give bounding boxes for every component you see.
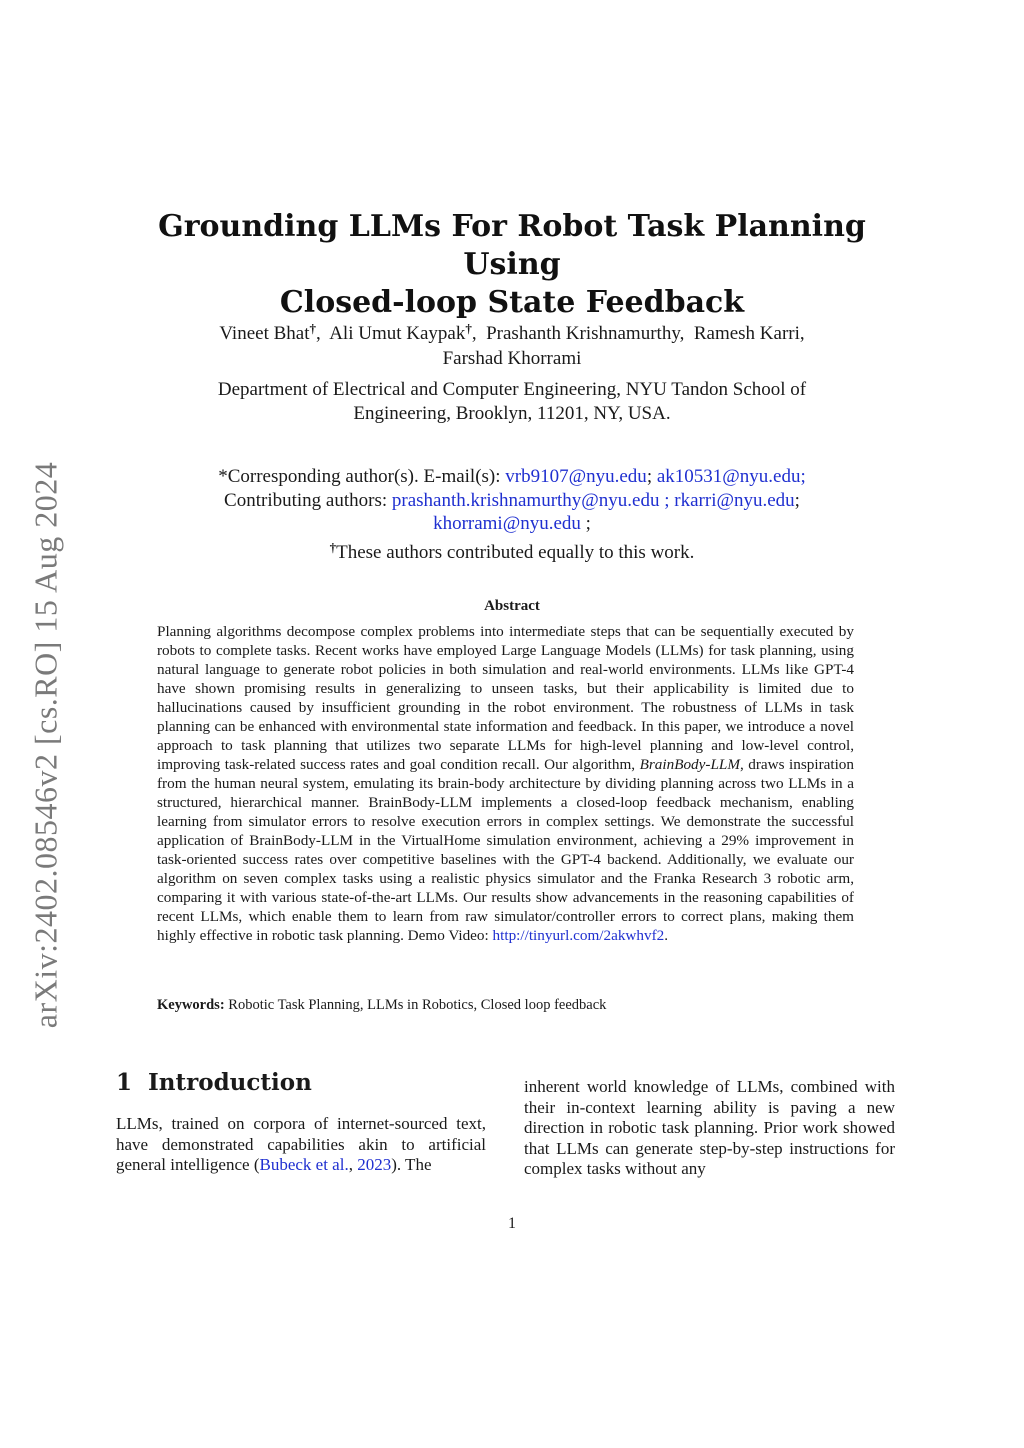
correspondence-block <box>140 465 884 564</box>
section-heading <box>116 1069 312 1096</box>
author-name: Ramesh Karri <box>693 323 800 344</box>
contributing-authors-line: Contributing authors: prashanth.krishnamurthy@nyu.edu ; rkarri@nyu.edu; <box>224 489 800 511</box>
abstract-text: Planning algorithms decompose complex problems into intermediate steps that can be sequentially executed by robots to complete tasks. Recent works have employed Large Language Models (LLMs) for task planning, using natural language to generate robot policies in both simulation and real-world environments. LLMs like GPT-4 have shown promising results in generalizing to unseen tasks, but their applicability is limited due to hallucinations caused by insufficient grounding in the robot environment. The robustness of LLMs in task planning can be enhanced with environmental state information and feedback. In this paper, we introduce a novel approach to task planning that utilizes two separate LLMs for high-level planning and low-level control, improving task-related success rates and goal condition recall. Our algorithm, BrainBody-LLM, draws inspiration from the human neural system, emulating its brain-body architecture by dividing planning across two LLMs in a structured, hierarchical manner. BrainBody-LLM implements a closed-loop feedback mechanism, enabling learning from simulator errors to resolve execution errors in complex settings. We demonstrate the successful application of BrainBody-LLM in the VirtualHome simulation environment, achieving a 29% improvement in task-oriented success rates over competitive baselines with the GPT-4 backend. Additionally, we evaluate our algorithm on seven complex tasks using a realistic physics simulator and the Franka Research 3 robotic arm, comparing it with various state-of-the-art LLMs. Our results show advancements in the reasoning capabilities of recent LLMs, which enable them to learn from raw simulator/controller errors to correct plans, making them highly effective in robotic task planning. Demo Video: http://tinyurl.com/2akwhvf2. <box>157 623 854 944</box>
affiliation-line-1: Department of Electrical and Computer Engineering, NYU Tandon School of <box>217 379 807 400</box>
arxiv-identifier: arXiv:2402.08546v2 [cs.RO] 15 Aug 2024 <box>27 461 64 1029</box>
paper-title <box>112 208 912 322</box>
affiliation-line-2: Engineering, Brooklyn, 11201, NY, USA. <box>353 403 671 424</box>
author-list: Vineet Bhat†, Ali Umut Kaypak†, Prashanth Krishnamurthy, Ramesh Karri, Farshad Khorrami <box>219 321 805 369</box>
email-link[interactable]: prashanth.krishnamurthy@nyu.edu <box>391 489 660 511</box>
author-name: Farshad Khorrami <box>442 348 582 369</box>
intro-left-column: LLMs, trained on corpora of internet-sourced text, have demonstrated capabilities akin to artificial general intelligence (Bubeck et al., 2023). The <box>116 1114 486 1175</box>
section-number: 1 <box>116 1069 133 1096</box>
abstract-heading: Abstract <box>484 598 540 614</box>
corresponding-authors-line: *Corresponding author(s). E-mail(s): vrb9107@nyu.edu; ak10531@nyu.edu; <box>218 466 806 487</box>
author-name: Prashanth Krishnamurthy <box>486 323 680 344</box>
email-link[interactable]: khorrami@nyu.edu <box>433 513 581 534</box>
citation-link[interactable]: Bubeck et al. <box>259 1155 349 1175</box>
affiliation <box>150 378 874 426</box>
email-link[interactable]: rkarri@nyu.edu <box>674 489 795 511</box>
title-line-2: Closed-loop State Feedback <box>279 285 745 320</box>
author-name: Vineet Bhat <box>219 323 310 344</box>
keywords <box>157 997 857 1014</box>
equal-contribution-mark: † <box>309 321 316 336</box>
keywords-label: Keywords: <box>157 997 225 1013</box>
equal-contribution-note: †These authors contributed equally to this work. <box>329 539 695 563</box>
keywords-text: Robotic Task Planning, LLMs in Robotics, Closed loop feedback <box>228 997 607 1013</box>
author-name: Ali Umut Kaypak <box>329 323 466 344</box>
email-link[interactable]: vrb9107@nyu.edu <box>505 466 647 487</box>
equal-contribution-mark: † <box>465 321 472 336</box>
title-line-1: Grounding LLMs For Robot Task Planning Using <box>158 209 866 282</box>
contributing-authors-line-2: khorrami@nyu.edu ; <box>433 513 591 534</box>
email-link[interactable]: ak10531@nyu.edu <box>656 466 801 487</box>
demo-video-link[interactable]: http://tinyurl.com/2akwhvf2 <box>492 927 665 944</box>
section-title: Introduction <box>148 1069 312 1096</box>
citation-year-link[interactable]: 2023 <box>357 1155 392 1175</box>
page-number: 1 <box>508 1215 516 1232</box>
intro-right-column: inherent world knowledge of LLMs, combined with their in-context learning ability is paving a new direction in robotic task planning. Prior work showed that LLMs can generate step-by-step instructions for complex tasks without any <box>524 1077 895 1179</box>
algorithm-name: BrainBody-LLM <box>639 756 740 773</box>
